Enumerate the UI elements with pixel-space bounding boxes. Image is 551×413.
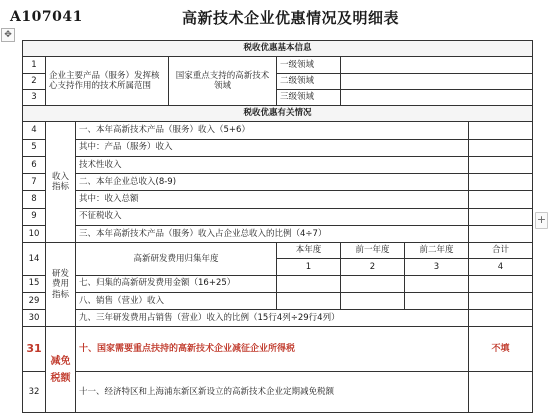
table-row	[23, 191, 533, 208]
field-level-label: 二级领域	[277, 73, 341, 89]
row-number: 5	[23, 139, 46, 156]
section-row	[23, 41, 533, 57]
table-row	[23, 243, 533, 259]
preferential-details-table	[22, 40, 533, 413]
row-value[interactable]	[469, 372, 533, 413]
add-column-icon[interactable]: +	[535, 212, 548, 229]
row-label: 三、本年高新技术产品（服务）收入占企业总收入的比例（4÷7）	[76, 225, 469, 242]
rd-expense-indicator-label: 研发费用指标	[46, 243, 76, 327]
row-label: 不征税收入	[76, 208, 469, 225]
row-value[interactable]	[341, 292, 405, 309]
row-value[interactable]	[469, 275, 533, 292]
year-column-header: 前一年度	[341, 243, 405, 259]
row-label: 二、本年企业总收入(8-9)	[76, 174, 469, 191]
column-number: 3	[405, 259, 469, 275]
field-level-value[interactable]	[341, 57, 533, 73]
row-number: 29	[23, 292, 46, 309]
row-value[interactable]	[405, 292, 469, 309]
row-value[interactable]	[469, 139, 533, 156]
row-label: 十一、经济特区和上海浦东新区新设立的高新技术企业定期减免税额	[76, 372, 469, 413]
table-row	[23, 208, 533, 225]
year-column-header: 合计	[469, 243, 533, 259]
tech-scope-label: 企业主要产品（服务）发挥核心支持作用的技术所属范围	[46, 57, 169, 106]
row-number: 6	[23, 156, 46, 173]
table-row	[23, 139, 533, 156]
column-number: 2	[341, 259, 405, 275]
row-value[interactable]	[469, 174, 533, 191]
row-label: 十、国家需要重点扶持的高新技术企业减征企业所得税	[76, 327, 469, 372]
section-title-basic-info: 税收优惠基本信息	[23, 41, 533, 57]
row-value[interactable]	[469, 191, 533, 208]
row-number: 8	[23, 191, 46, 208]
row-value[interactable]	[341, 275, 405, 292]
form-title: 高新技术企业优惠情况及明细表	[182, 9, 400, 27]
table-row	[23, 57, 533, 73]
form-header	[0, 0, 551, 36]
row-value[interactable]	[469, 208, 533, 225]
table-row	[23, 225, 533, 242]
field-level-label: 一级领域	[277, 57, 341, 73]
fill-note: 不填	[469, 327, 533, 372]
row-value[interactable]	[469, 225, 533, 242]
row-label: 技术性收入	[76, 156, 469, 173]
row-number: 10	[23, 225, 46, 242]
row-number: 14	[23, 243, 46, 276]
table-move-handle-icon[interactable]: ✥	[1, 28, 15, 42]
section-row	[23, 106, 533, 122]
year-column-header: 前二年度	[405, 243, 469, 259]
row-number: 30	[23, 310, 46, 327]
column-number: 1	[277, 259, 341, 275]
row-value[interactable]	[469, 122, 533, 139]
table-row	[23, 156, 533, 173]
table-row	[23, 292, 533, 309]
row-value[interactable]	[277, 292, 341, 309]
section-title-details: 税收优惠有关情况	[23, 106, 533, 122]
table-row	[23, 122, 533, 139]
row-value[interactable]	[469, 310, 533, 327]
row-value[interactable]	[469, 292, 533, 309]
row-value[interactable]	[469, 156, 533, 173]
row-number: 4	[23, 122, 46, 139]
row-label: 一、本年高新技术产品（服务）收入（5+6）	[76, 122, 469, 139]
row-number: 32	[23, 372, 46, 413]
key-tech-field-label: 国家重点支持的高新技术领域	[169, 57, 277, 106]
field-level-value[interactable]	[341, 73, 533, 89]
table-row	[23, 275, 533, 292]
row-value[interactable]	[405, 275, 469, 292]
year-column-header: 本年度	[277, 243, 341, 259]
row-label: 其中：收入总额	[76, 191, 469, 208]
row-label: 七、归集的高新研发费用金额（16+25）	[76, 275, 277, 292]
form-code: A107041	[10, 9, 83, 25]
row-number: 15	[23, 275, 46, 292]
table-row	[23, 372, 533, 413]
rd-year-title: 高新研发费用归集年度	[76, 243, 277, 276]
row-value[interactable]	[277, 275, 341, 292]
row-number: 3	[23, 89, 46, 105]
table-row	[23, 310, 533, 327]
tax-reduction-label: 减免税额	[46, 327, 76, 413]
income-indicator-label: 收入指标	[46, 122, 76, 243]
field-level-value[interactable]	[341, 89, 533, 105]
row-label: 八、销售（营业）收入	[76, 292, 277, 309]
row-label: 九、三年研发费用占销售（营业）收入的比例（15行4列÷29行4列）	[76, 310, 469, 327]
row-number: 9	[23, 208, 46, 225]
column-number: 4	[469, 259, 533, 275]
row-number: 1	[23, 57, 46, 73]
row-number: 31	[23, 327, 46, 372]
table-row	[23, 174, 533, 191]
field-level-label: 三级领域	[277, 89, 341, 105]
row-number: 2	[23, 73, 46, 89]
row-number: 7	[23, 174, 46, 191]
row-label: 其中：产品（服务）收入	[76, 139, 469, 156]
table-row	[23, 327, 533, 372]
